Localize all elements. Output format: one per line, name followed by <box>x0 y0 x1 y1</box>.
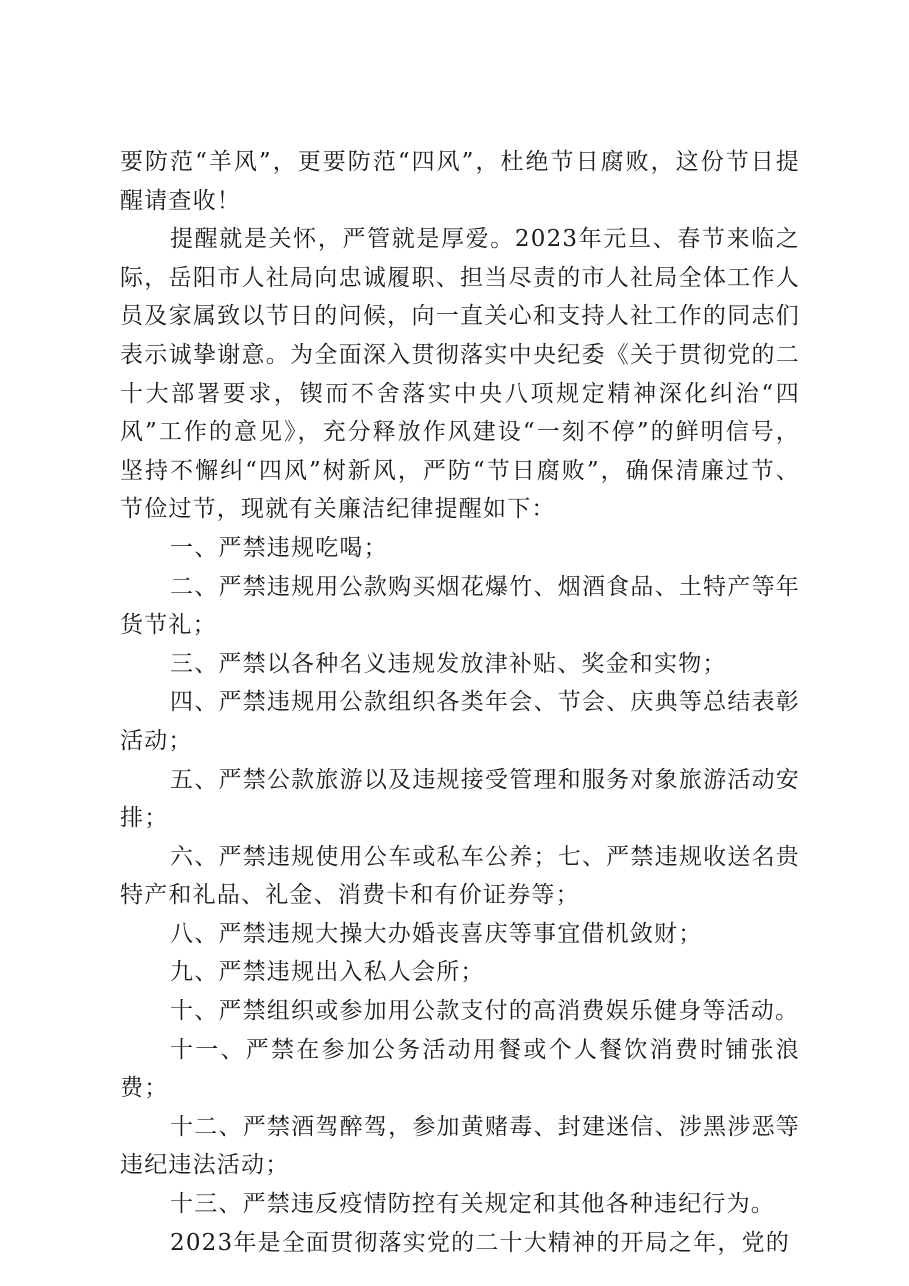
paragraph-intro-continued: 要防范“羊风”，更要防范“四风”，杜绝节日腐败，这份节日提醒请查收！ <box>120 149 800 214</box>
rule-item-12: 十二、严禁酒驾醉驾，参加黄赌毒、封建迷信、涉黑涉恶等违纪违法活动； <box>120 1113 800 1179</box>
rule-item-2: 二、严禁违规用公款购买烟花爆竹、烟酒食品、土特产等年货节礼； <box>120 573 800 639</box>
rule-item-9: 九、严禁违规出入私人会所； <box>170 959 485 986</box>
rule-item-13: 十三、严禁违反疫情防控有关规定和其他各种违纪行为。 <box>170 1191 775 1218</box>
rule-item-3: 三、严禁以各种名义违规发放津补贴、奖金和实物； <box>170 650 727 677</box>
rule-item-5: 五、严禁公款旅游以及违规接受管理和服务对象旅游活动安排； <box>120 766 800 832</box>
rule-item-1: 一、严禁违规吃喝； <box>170 534 388 561</box>
paragraph-reminder: 提醒就是关怀，严管就是厚爱。2023年元旦、春节来临之际，岳阳市人社局向忠诚履职、担当尽责的市人社局全体工作人员及家属致以节日的问候，向一直关心和支持人社工作的同志们表示诚挚谢意。为全面深入贯彻落实中央纪委《关于贯彻党的二十大部署要求，锲而不舍落实中央八项规定精神深化纠治“四风”工作的意见》，充分释放作风建设“一刻不停”的鲜明信号，坚持不懈纠“四风”树新风，严防“节日腐败”，确保清廉过节、节俭过节，现就有关廉洁纪律提醒如下： <box>120 226 800 523</box>
rule-item-6-7: 六、严禁违规使用公车或私车公养；七、严禁违规收送名贵特产和礼品、礼金、消费卡和有价证券等； <box>120 843 800 909</box>
document-body <box>120 143 800 1262</box>
rule-item-4: 四、严禁违规用公款组织各类年会、节会、庆典等总结表彰活动； <box>120 689 800 754</box>
rule-item-10: 十、严禁组织或参加用公款支付的高消费娱乐健身等活动。 <box>170 998 800 1025</box>
rule-item-11: 十一、严禁在参加公务活动用餐或个人餐饮消费时铺张浪费； <box>120 1036 800 1102</box>
rule-item-8: 八、严禁违规大操大办婚丧喜庆等事宜借机敛财； <box>170 920 703 947</box>
paragraph-closing: 2023年是全面贯彻落实党的二十大精神的开局之年，党的 <box>170 1229 790 1256</box>
